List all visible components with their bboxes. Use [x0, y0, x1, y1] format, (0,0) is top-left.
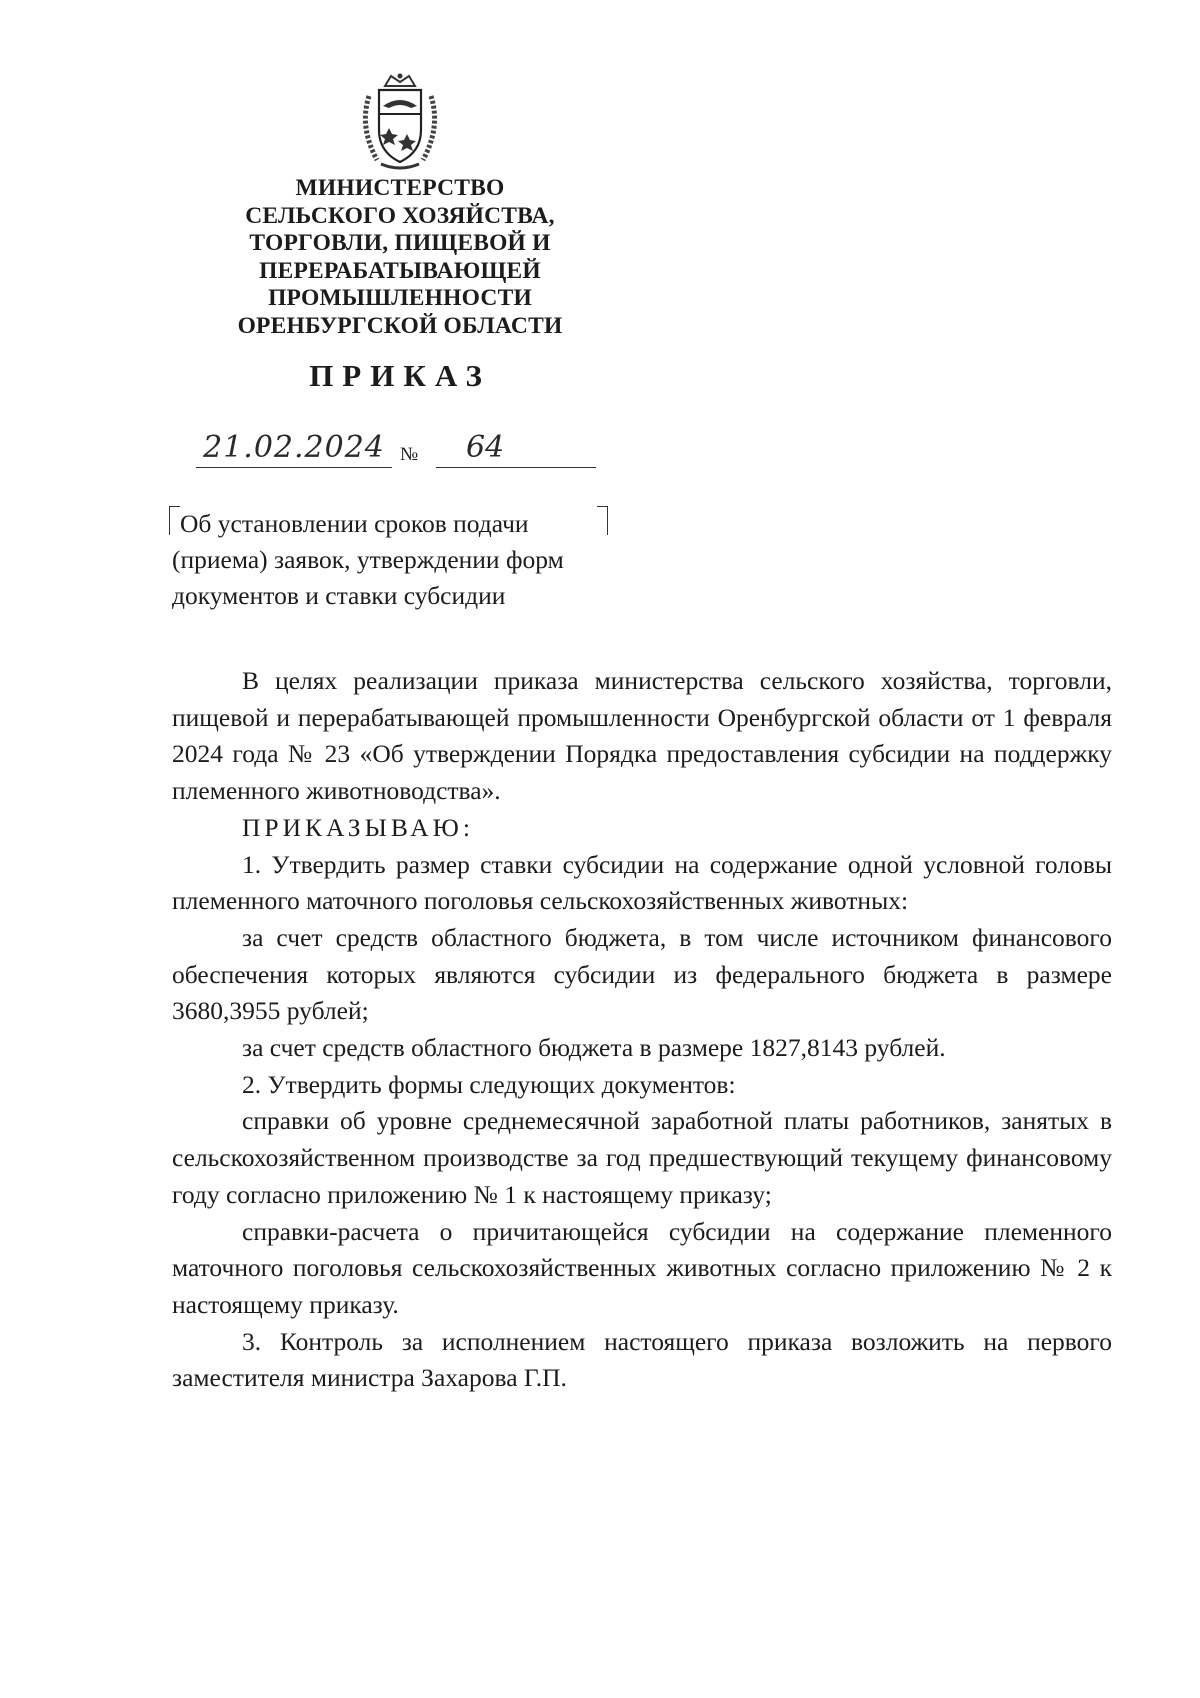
body-paragraph: 2. Утвердить формы следующих документов: [242, 1069, 736, 1099]
ministry-name [200, 175, 600, 340]
decree-word: ПРИКАЗЫВАЮ: [242, 812, 474, 842]
ministry-line: ПЕРЕРАБАТЫВАЮЩЕЙ [259, 257, 541, 284]
order-date: 21.02.2024 [196, 430, 392, 468]
subject-line: Об установлении сроков подачи [180, 509, 529, 538]
ministry-line: МИНИСТЕРСТВО [295, 175, 505, 201]
ministry-line: ОРЕНБУРГСКОЙ ОБЛАСТИ [237, 312, 563, 339]
preamble-paragraph: В целях реализации приказа министерства сельского хозяйства, торговли, пищевой и перерабатывающей промышленности Оренбургской области от 1 февраля 2024 года № 23 «Об утверждении Порядка предоставления субсидии на поддержку племенного животноводства». [172, 666, 1112, 806]
body-paragraph: справки об уровне среднемесячной заработной платы работников, занятых в сельскохозяйственном производстве за год предшествующий текущему финансовому году согласно приложению № 1 к настоящему приказу; [172, 1106, 1112, 1209]
order-subject [172, 506, 632, 614]
ministry-line: ПРОМЫШЛЕННОСТИ [268, 285, 532, 311]
ministry-line: ТОРГОВЛИ, ПИЩЕВОЙ И [249, 230, 551, 256]
body-paragraph: справки-расчета о причитающейся субсидии на содержание племенного маточного поголовья сельскохозяйственных животных согласно приложению № 2 к настоящему приказу. [172, 1216, 1112, 1319]
subject-line: документов и ставки субсидии [172, 581, 506, 610]
number-sign: № [400, 444, 419, 465]
subject-line: (приема) заявок, утверждении форм [172, 545, 564, 574]
oblast-coat-of-arms-icon [355, 72, 445, 172]
order-body [172, 663, 1112, 1397]
ministry-line: СЕЛЬСКОГО ХОЗЯЙСТВА, [245, 202, 555, 229]
body-paragraph: 1. Утвердить размер ставки субсидии на содержание одной условной головы племенного маточного поголовья сельскохозяйственных животных: [172, 849, 1112, 916]
order-title: ПРИКАЗ [309, 358, 491, 393]
order-number: 64 [436, 430, 596, 468]
body-paragraph: за счет средств областного бюджета в размере 1827,8143 рублей. [242, 1033, 946, 1063]
body-paragraph: 3. Контроль за исполнением настоящего приказа возложить на первого заместителя министра Захарова Г.П. [172, 1326, 1112, 1393]
body-paragraph: за счет средств областного бюджета, в том числе источником финансового обеспечения которых являются субсидии из федерального бюджета в размере 3680,3955 рублей; [172, 922, 1112, 1026]
date-number-line [196, 430, 596, 470]
